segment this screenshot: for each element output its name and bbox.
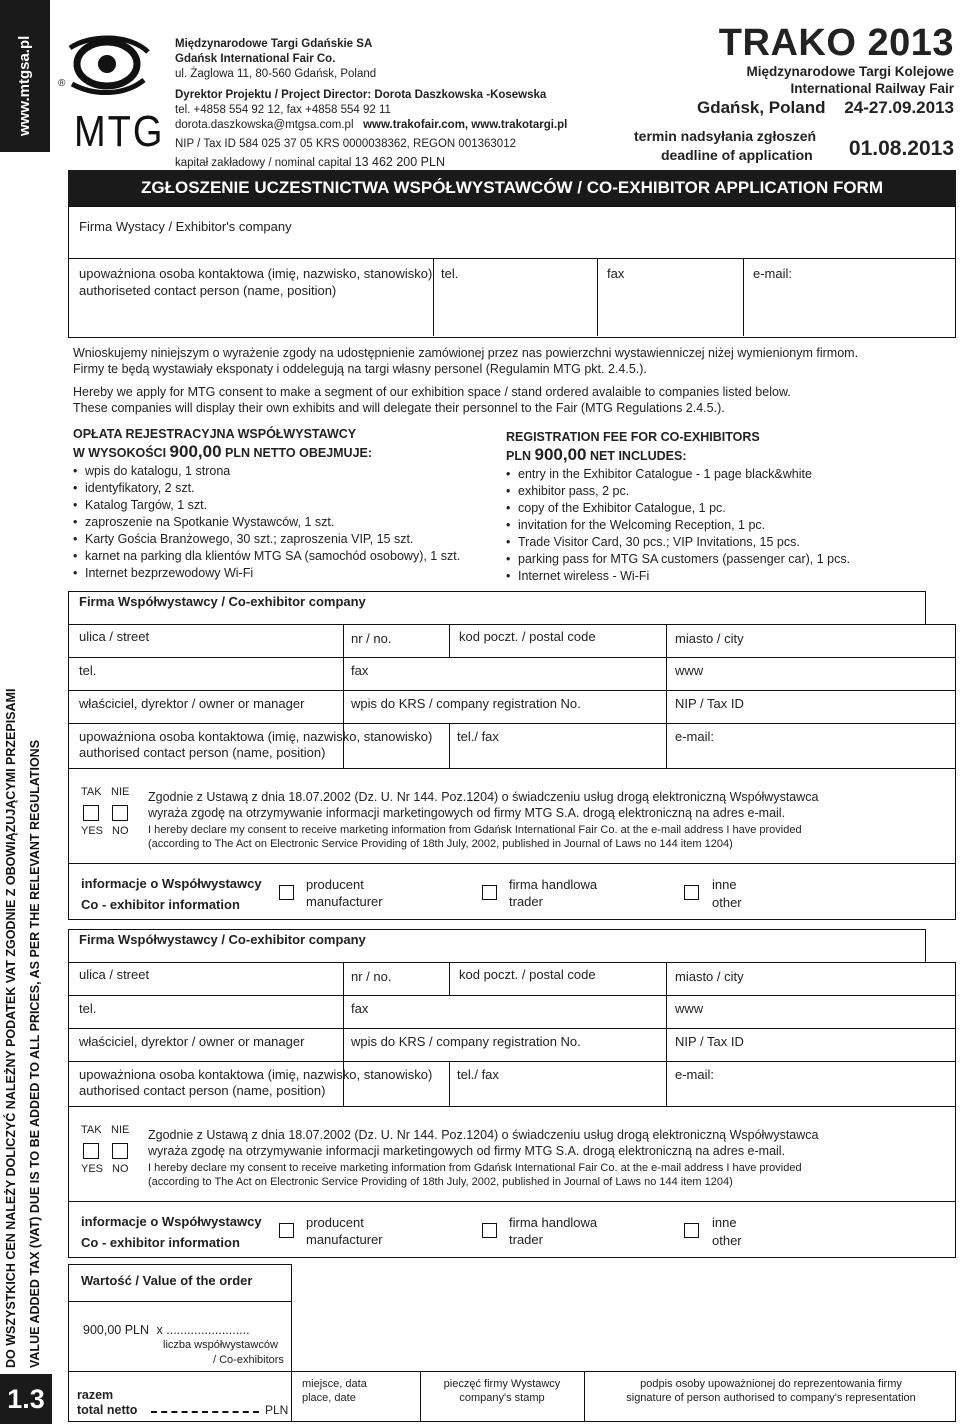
producer-checkbox[interactable] <box>279 1223 294 1238</box>
order-value-box <box>68 1264 292 1422</box>
form-number-badge <box>0 1374 52 1424</box>
yes-label: YES <box>81 1163 104 1175</box>
coexhibitor-company-label: Firma Współwystawcy / Co-exhibitor company <box>79 594 366 609</box>
consent-no-checkbox[interactable] <box>112 1143 128 1159</box>
organizer-tax-ids: NIP / Tax ID 584 025 37 05 KRS 0000038362, REGON 001363012 <box>175 138 516 150</box>
trader-checkbox[interactable] <box>482 1223 497 1238</box>
tak-label: TAK <box>81 1124 102 1136</box>
stamp-label-en: company's stamp <box>459 1392 545 1404</box>
project-director: Dyrektor Projektu / Project Director: Dorota Daszkowska -Kosewska <box>175 89 547 101</box>
producer-label-pl: producent <box>306 877 364 892</box>
consent-en-2: (according to The Act on Electronic Service Providing of 18th July, 2002, published in Journal of Laws no 144 item 1204) <box>148 838 733 850</box>
nie-label: NIE <box>111 786 130 798</box>
fee-pl-amount-suffix: PLN NETTO OBEJMUJE: <box>225 446 373 460</box>
no-label: NO <box>112 1163 129 1175</box>
fee-pl-list <box>73 463 493 582</box>
other-checkbox[interactable] <box>684 885 699 900</box>
fee-en-heading: REGISTRATION FEE FOR CO-EXHIBITORS <box>506 430 760 444</box>
mtg-logo <box>58 30 165 160</box>
order-count-field[interactable]: ........................ <box>166 1323 250 1337</box>
city-field[interactable]: miasto / city <box>675 969 744 984</box>
exhibitor-contact-label-pl: upoważniona osoba kontaktowa (imię, nazwisko, stanowisko) <box>79 266 433 281</box>
fee-pl-amount-prefix: W WYSOKOŚCI <box>73 446 167 460</box>
other-label-en: other <box>712 895 742 910</box>
other-label-pl: inne <box>712 877 737 892</box>
consent-yes-checkbox[interactable] <box>83 805 99 821</box>
postal-code-field[interactable]: kod poczt. / postal code <box>459 967 596 982</box>
trader-checkbox[interactable] <box>482 885 497 900</box>
www-field[interactable]: www <box>675 1001 704 1016</box>
producer-checkbox[interactable] <box>279 885 294 900</box>
deadline-date: 01.08.2013 <box>848 137 954 160</box>
krs-field[interactable]: wpis do KRS / company registration No. <box>351 696 581 711</box>
city-field[interactable]: miasto / city <box>675 631 744 646</box>
consent-pl-1: Zgodnie z Ustawą z dnia 18.07.2002 (Dz. U. Nr 144. Poz.1204) o świadczeniu usług drogą elektroniczną Współwystawca <box>148 1128 819 1142</box>
consent-no-checkbox[interactable] <box>112 805 128 821</box>
logo-registered-mark: ® <box>58 78 66 89</box>
exhibitor-email-label[interactable]: e-mail: <box>753 266 793 281</box>
event-subtitle-pl: Międzynarodowe Targi Kolejowe <box>746 64 954 79</box>
nip-field[interactable]: NIP / Tax ID <box>675 696 744 711</box>
list-item: • exhibitor pass, 2 pc. <box>506 483 946 500</box>
place-date-label-pl: miejsce, data <box>302 1378 367 1390</box>
info-label-pl: informacje o Współwystawcy <box>81 1214 262 1229</box>
form-number: 1.3 <box>7 1383 45 1414</box>
list-item: • identyfikatory, 2 szt. <box>73 480 493 497</box>
organizer-name-pl: Międzynarodowe Targi Gdańskie SA <box>175 38 373 50</box>
signature-field[interactable] <box>590 1377 952 1417</box>
list-item: • entry in the Exhibitor Catalogue - 1 page black&white <box>506 466 946 483</box>
organizer-name-en: Gdańsk International Fair Co. <box>175 53 336 65</box>
other-checkbox[interactable] <box>684 1223 699 1238</box>
list-item: • Karty Gościa Branżowego, 30 szt.; zaproszenia VIP, 15 szt. <box>73 531 493 548</box>
coexhibitor-company-field[interactable] <box>68 929 926 963</box>
list-item: • Katalog Targów, 1 szt. <box>73 497 493 514</box>
event-subtitle-en: International Railway Fair <box>790 81 954 96</box>
coexhibitor-grid <box>68 624 956 769</box>
place-date-field[interactable] <box>302 1377 414 1417</box>
nip-field[interactable]: NIP / Tax ID <box>675 1034 744 1049</box>
house-number-field[interactable]: nr / no. <box>351 631 392 646</box>
coexhibitor-grid <box>68 962 956 1107</box>
vat-notice-en: VALUE ADDED TAX (VAT) DUE IS TO BE ADDED TO ALL PRICES, AS PER THE RELEVANT REGULATIONS <box>28 739 42 1368</box>
order-total-field[interactable] <box>151 1411 259 1413</box>
list-item: • Trade Visitor Card, 30 pcs.; VIP Invitations, 15 pcs. <box>506 534 946 551</box>
no-label: NO <box>112 825 129 837</box>
organizer-websites[interactable]: www.trakofair.com, www.trakotargi.pl <box>363 119 568 131</box>
trader-label-pl: firma handlowa <box>509 1215 598 1230</box>
nie-label: NIE <box>111 1124 130 1136</box>
list-item: • zaproszenie na Spotkanie Wystawców, 1 szt. <box>73 514 493 531</box>
deadline-label-pl: termin nadsyłania zgłoszeń <box>634 128 817 144</box>
trader-label-pl: firma handlowa <box>509 877 598 892</box>
vat-notice-pl: DO WSZYSTKICH CEN NALEŻY DOLICZYĆ NALEŻNY PODATEK VAT ZGODNIE Z OBOWIĄZUJĄCYMI PRZEPISAMI <box>4 688 18 1368</box>
street-field[interactable]: ulica / street <box>79 629 150 644</box>
list-item: • invitation for the Welcoming Reception, 1 pc. <box>506 517 946 534</box>
producer-label-pl: producent <box>306 1215 364 1230</box>
contact-label-pl: upoważniona osoba kontaktowa (imię, nazwisko, stanowisko) <box>79 1067 433 1082</box>
fee-en-amount-suffix: NET INCLUDES: <box>589 449 687 463</box>
list-item: • wpis do katalogu, 1 strona <box>73 463 493 480</box>
order-count-label-pl: liczba współwystawców <box>163 1339 278 1351</box>
fee-pl-block <box>73 427 493 582</box>
order-count-label-en: / Co-exhibitors <box>213 1354 284 1366</box>
order-value-label-pl: Wartość <box>81 1273 132 1288</box>
telfax-field[interactable]: tel./ fax <box>457 1067 499 1082</box>
capital-value: 13 462 200 PLN <box>354 155 445 169</box>
owner-field[interactable]: właściciel, dyrektor / owner or manager <box>79 1034 305 1049</box>
fee-en-list <box>506 466 946 585</box>
exhibitor-contact-input[interactable] <box>69 258 433 336</box>
order-total-label-pl: razem <box>77 1388 114 1402</box>
tel-field[interactable]: tel. <box>79 1001 97 1016</box>
place-date-label-en: place, date <box>302 1392 356 1404</box>
exhibitor-company-label: Firma Wystacy / Exhibitor's company <box>79 219 292 234</box>
list-item: • karnet na parking dla klientów MTG SA (samochód osobowy), 1 szt. <box>73 548 493 565</box>
info-row <box>68 863 956 920</box>
event-title: TRAKO 2013 <box>718 22 954 64</box>
form-title: ZGŁOSZENIE UCZESTNICTWA WSPÓŁWYSTAWCÓW / CO-EXHIBITOR APPLICATION FORM <box>141 178 883 197</box>
exhibitor-company-field[interactable] <box>68 206 956 259</box>
signature-label-pl: podpis osoby upoważnionej do reprezentowania firmy <box>640 1378 902 1390</box>
event-dates: 24-27.09.2013 <box>844 98 954 117</box>
owner-field[interactable]: właściciel, dyrektor / owner or manager <box>79 696 305 711</box>
organizer-phone: tel. +4858 554 92 12, fax +4858 554 92 11 <box>175 104 391 116</box>
other-label-en: other <box>712 1233 742 1248</box>
email-field[interactable]: e-mail: <box>675 729 715 744</box>
website-bar <box>0 0 50 152</box>
info-label-pl: informacje o Współwystawcy <box>81 876 262 891</box>
tel-field[interactable]: tel. <box>79 663 97 678</box>
declaration-en-2: These companies will display their own exhibits and will delegate their personnel to the Fair (MTG Regulations 2.4.5.). <box>73 401 725 415</box>
coexhibitor-company-field[interactable] <box>68 591 926 625</box>
street-field[interactable]: ulica / street <box>79 967 150 982</box>
contact-label-pl: upoważniona osoba kontaktowa (imię, nazwisko, stanowisko) <box>79 729 433 744</box>
fax-field[interactable]: fax <box>351 663 369 678</box>
organizer-address: ul. Żaglowa 11, 80-560 Gdańsk, Poland <box>175 68 377 80</box>
organizer-block <box>175 37 595 171</box>
consent-pl-2: wyraża zgodę na otrzymywanie informacji marketingowych od firmy MTG S.A. drogą elektroniczną na adres e-mail. <box>148 806 786 820</box>
order-unit-price: 900,00 PLN <box>83 1323 150 1337</box>
list-item: • parking pass for MTG SA customers (passenger car), 1 pcs. <box>506 551 946 568</box>
logo-text: MTG <box>74 108 165 157</box>
producer-label-en: manufacturer <box>306 894 383 909</box>
fee-en-amount-prefix: PLN <box>506 449 531 463</box>
krs-field[interactable]: wpis do KRS / company registration No. <box>351 1034 581 1049</box>
mtg-logo-icon <box>60 30 155 110</box>
website-text: www.mtgsa.pl <box>16 35 33 136</box>
consent-row <box>68 1106 956 1202</box>
consent-pl-1: Zgodnie z Ustawą z dnia 18.07.2002 (Dz. U. Nr 144. Poz.1204) o świadczeniu usług drogą elektroniczną Współwystawca <box>148 790 819 804</box>
telfax-field[interactable]: tel./ fax <box>457 729 499 744</box>
signature-row <box>291 1371 956 1422</box>
order-value-heading: Wartość / Value of the order <box>81 1273 253 1288</box>
trader-label-en: trader <box>509 894 543 909</box>
exhibitor-tel-label[interactable]: tel. <box>441 266 459 281</box>
email-field[interactable]: e-mail: <box>675 1067 715 1082</box>
signature-label-en: signature of person authorised to company's representation <box>626 1392 916 1404</box>
event-place: Gdańsk, Poland <box>697 98 826 117</box>
declaration <box>73 345 953 416</box>
consent-en-2: (according to The Act on Electronic Service Providing of 18th July, 2002, published in Journal of Laws no 144 item 1204) <box>148 1176 733 1188</box>
consent-text <box>148 789 948 851</box>
other-label-pl: inne <box>712 1215 737 1230</box>
fee-en-amount: 900,00 <box>534 445 587 464</box>
order-multiply: x <box>156 1323 163 1337</box>
info-label-en: Co - exhibitor information <box>81 1235 240 1250</box>
tak-label: TAK <box>81 786 102 798</box>
www-field[interactable]: www <box>675 663 704 678</box>
order-value-label-en: Value of the order <box>142 1273 253 1288</box>
exhibitor-contact-label-en: authoriseted contact person (name, position) <box>79 283 337 298</box>
deadline-label-en: deadline of application <box>661 147 813 163</box>
company-stamp-field[interactable] <box>426 1377 578 1417</box>
declaration-pl-1: Wnioskujemy niniejszym o wyrażenie zgody na udostępnienie zamówionej przez nas powierzchni wystawienniczej niżej wymienionym firmom. <box>73 346 859 360</box>
declaration-pl-2: Firmy te będą wystawiały eksponaty i oddelegują na targi własny personel (Regulamin MTG pkt. 2.4.5.). <box>73 362 647 376</box>
coexhibitor-company-label: Firma Współwystawcy / Co-exhibitor company <box>79 932 366 947</box>
producer-label-en: manufacturer <box>306 1232 383 1247</box>
consent-pl-2: wyraża zgodę na otrzymywanie informacji marketingowych od firmy MTG S.A. drogą elektroniczną na adres e-mail. <box>148 1144 786 1158</box>
house-number-field[interactable]: nr / no. <box>351 969 392 984</box>
yes-label: YES <box>81 825 104 837</box>
consent-text <box>148 1127 948 1189</box>
info-label-en: Co - exhibitor information <box>81 897 240 912</box>
exhibitor-contact-row <box>68 258 956 338</box>
list-item: • Internet bezprzewodowy Wi-Fi <box>73 565 493 582</box>
contact-label-en: authorised contact person (name, position) <box>79 745 326 760</box>
order-total-label-en: total netto <box>77 1403 138 1417</box>
consent-row <box>68 768 956 864</box>
fax-field[interactable]: fax <box>351 1001 369 1016</box>
contact-field[interactable] <box>79 1067 447 1103</box>
consent-yes-checkbox[interactable] <box>83 1143 99 1159</box>
exhibitor-fax-label[interactable]: fax <box>607 266 625 281</box>
postal-code-field[interactable]: kod poczt. / postal code <box>459 629 596 644</box>
organizer-email[interactable]: dorota.daszkowska@mtgsa.com.pl <box>175 119 354 131</box>
form-title-bar <box>68 170 956 206</box>
declaration-en-1: Hereby we apply for MTG consent to make a segment of our exhibition space / stand ordered avalaible to companies listed below. <box>73 385 791 399</box>
stamp-label-pl: pieczęć firmy Wystawcy <box>443 1378 561 1390</box>
trader-label-en: trader <box>509 1232 543 1247</box>
capital-label: kapitał zakładowy / nominal capital <box>175 157 352 169</box>
fee-en-block <box>506 430 946 585</box>
order-calculation <box>83 1323 250 1337</box>
list-item: • copy of the Exhibitor Catalogue, 1 pc. <box>506 500 946 517</box>
info-row <box>68 1201 956 1258</box>
order-total-currency: PLN <box>265 1403 289 1417</box>
contact-field[interactable] <box>79 729 447 765</box>
contact-label-en: authorised contact person (name, position) <box>79 1083 326 1098</box>
consent-en-1: I hereby declare my consent to receive marketing information from Gdańsk International Fair Co. at the e-mail address I have provided <box>148 824 802 836</box>
consent-en-1: I hereby declare my consent to receive marketing information from Gdańsk International Fair Co. at the e-mail address I have provided <box>148 1162 802 1174</box>
list-item: • Internet wireless - Wi-Fi <box>506 568 946 585</box>
fee-pl-amount: 900,00 <box>169 442 222 461</box>
fee-pl-heading: OPŁATA REJESTRACYJNA WSPÓŁWYSTAWCY <box>73 427 357 441</box>
